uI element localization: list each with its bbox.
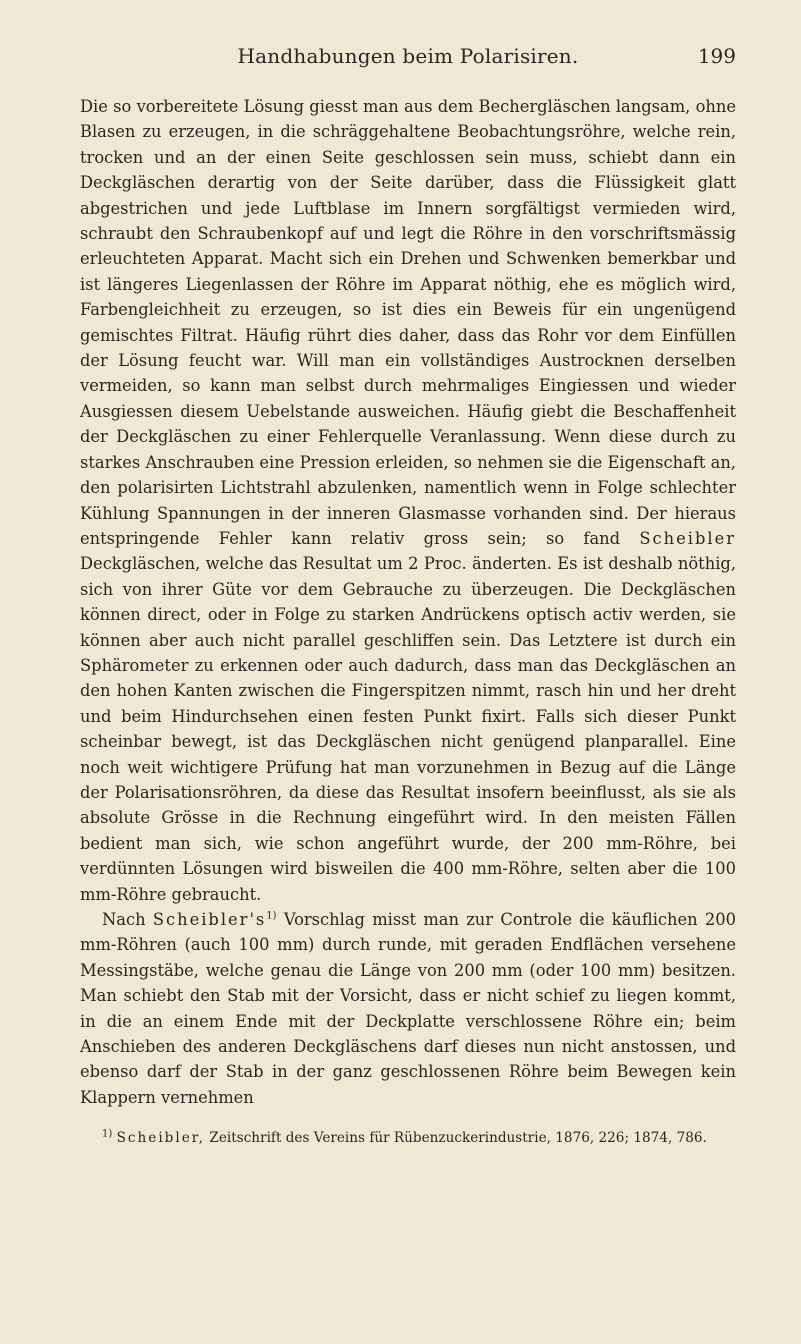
paragraph [80,907,736,1110]
book-page [80,36,736,1148]
footnote [80,1128,736,1148]
footnote-marker: 1) [102,1128,113,1140]
page-title: Handhabungen beim Polarisiren. [237,44,579,68]
author-name: Scheibler [639,528,736,548]
paragraph-text: Nach [102,910,146,929]
author-name: Scheibler's [152,910,267,929]
paragraph-text: Vorschlag misst man zur Controle die käuflichen 200 mm-Röhren (auch 100 mm) durch runde, mit geraden Endflächen versehene Messingstäbe, welche genau die Länge von 200 mm (oder 100 mm) besitzen. Man schiebt den Stab mit der Vorsicht, dass er nicht schief zu liegen kommt, in die an einem Ende mit der Deckplatte verschlossene Röhre ein; beim Anschieben des anderen Deckgläschens darf dieses nun nicht anstossen, und ebenso darf der Stab in der ganz geschlossenen Röhre beim Bewegen kein Klappern vernehmen [80,910,736,1107]
footnote-reference[interactable]: 1) [266,910,277,922]
running-head [80,36,736,76]
paragraph-text: Deckgläschen, welche das Resultat um 2 Proc. änderten. Es ist deshalb nöthig, sich von ihrer Güte vor dem Gebrauche zu überzeugen. Die Deckgläschen können direct, oder in Folge zu starken Andrückens optisch activ werden, sie können aber auch nicht parallel geschliffen sein. Das Letztere ist durch ein Sphärometer zu erkennen oder auch dadurch, dass man das Deckgläschen an den hohen Kanten zwischen die Fingerspitzen nimmt, rasch hin und her dreht und beim Hindurchsehen einen festen Punkt fixirt. Falls sich dieser Punkt scheinbar bewegt, ist das Deckgläschen nicht genügend planparallel. Eine noch weit wichtigere Prüfung hat man vorzunehmen in Bezug auf die Länge der Polarisationsröhren, da diese das Resultat insofern beeinflusst, als sie als absolute Grösse in die Rechnung eingeführt wird. In den meisten Fällen bedient man sich, wie schon angeführt wurde, der 200 mm-Röhre, bei verdünnten Lösungen wird bisweilen die 400 mm-Röhre, selten aber die 100 mm-Röhre gebraucht. [80,554,736,904]
paragraph-text: Die so vorbereitete Lösung giesst man aus dem Bechergläschen langsam, ohne Blasen zu erzeugen, in die schräggehaltene Beobachtungsröhre, welche rein, trocken und an der einen Seite geschlossen sein muss, schiebt dann ein Deckgläschen derartig von der Seite darüber, dass die Flüssigkeit glatt abgestrichen und jede Luftblase im Innern sorgfältigst vermieden wird, schraubt den Schraubenkopf auf und legt die Röhre in den vorschriftsmässig erleuchteten Apparat. Macht sich ein Drehen und Schwenken bemerkbar und ist längeres Liegenlassen der Röhre im Apparat nöthig, ehe es möglich wird, Farbengleichheit zu erzeugen, so ist dies ein Beweis für ein ungenügend gemischtes Filtrat. Häufig rührt dies daher, dass das Rohr vor dem Einfüllen der Lösung feucht war. Will man ein vollständiges Austrocknen derselben vermeiden, so kann man selbst durch mehrmaliges Eingiessen und wieder Ausgiessen diesem Uebelstande ausweichen. Häufig giebt die Beschaffenheit der Deckgläschen zu einer Fehlerquelle Veranlassung. Wenn diese durch zu starkes Anschrauben eine Pression erleiden, so nehmen sie die Eigenschaft an, den polarisirten Lichtstrahl abzulenken, namentlich wenn in Folge schlechter Kühlung Spannungen in der inneren Glasmasse vorhanden sind. Der hieraus entspringende Fehler kann relativ gross sein; so fand [80,97,736,548]
body-text [80,94,736,1110]
footnote-author: Scheibler, [116,1130,206,1147]
footnote-text: Zeitschrift des Vereins für Rübenzuckerindustrie, 1876, 226; 1874, 786. [209,1130,707,1147]
paragraph [80,94,736,907]
page-number: 199 [697,44,736,68]
